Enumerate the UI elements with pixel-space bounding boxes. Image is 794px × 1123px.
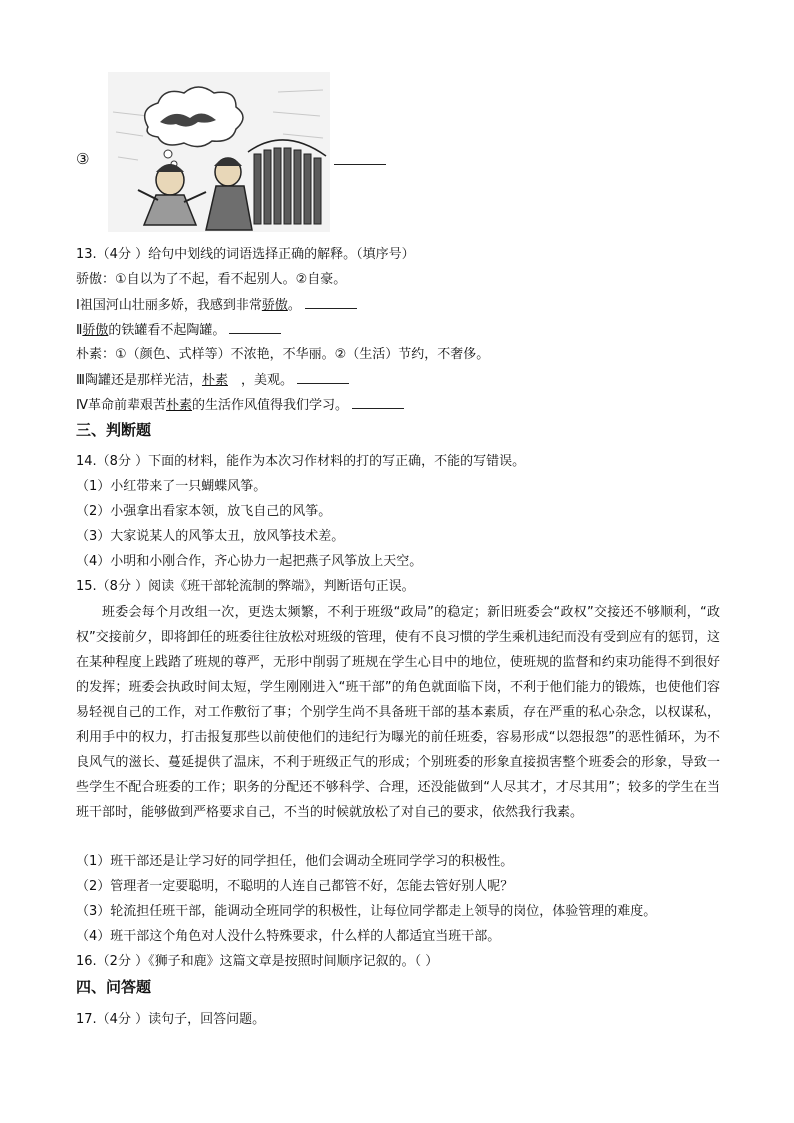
q16-header: 16.（2分 ）《狮子和鹿》这篇文章是按照时间顺序记叙的。（ ） bbox=[76, 954, 439, 969]
q14-item-3: （3）大家说某人的风筝太丑，放风筝技术差。 bbox=[76, 529, 345, 544]
q13-sentence-3 bbox=[76, 371, 349, 390]
q13-sentence-4 bbox=[76, 396, 404, 415]
q15-item-2: （2）管理者一定要聪明，不聪明的人连自己都管不好，怎能去管好别人呢？ bbox=[76, 879, 514, 894]
q13-definition-2: 朴素：①（颜色、式样等）不浓艳，不华丽。②（生活）节约，不奢侈。 bbox=[76, 347, 490, 362]
underlined-word: 朴素 bbox=[201, 373, 228, 388]
q13-definition-1: 骄傲：①自以为了不起，看不起别人。②自豪。 bbox=[76, 272, 347, 287]
sentence-text: Ⅲ陶罐还是那样光洁， bbox=[76, 373, 202, 388]
item-marker: ③ bbox=[76, 150, 90, 168]
sentence-text: Ⅱ bbox=[76, 323, 83, 338]
q15-item-3: （3）轮流担任班干部，能调动全班同学的积极性，让每位同学都走上领导的岗位，体验管理的难度。 bbox=[76, 904, 657, 919]
answer-blank[interactable] bbox=[229, 321, 281, 334]
sentence-text: Ⅳ革命前辈艰苦 bbox=[76, 398, 166, 413]
q15-passage: 班委会每个月改组一次，更迭太频繁，不利于班级“政局”的稳定；新旧班委会“政权”交接还不够顺利，“政权”交接前夕，即将卸任的班委往往放松对班级的管理，使有不良习惯的学生乘机违纪而没有受到应有的惩罚，这在某种程度上践踏了班规的尊严，无形中削弱了班规在学生心目中的地位，使班规的监督和约束功能得不到很好的发挥；班委会执政时间太短，学生刚刚进入“班干部”的角色就面临下岗，不利于他们能力的锻炼，也使他们容易轻视自己的工作，对工作敷衍了事；个别学生尚不具备班干部的基本素质，存在严重的私心杂念，以权谋私，利用手中的权力，打击报复那些以前使他们的违纪行为曝光的前任班委，容易形成“以怨报怨”的恶性循环，为不良风气的滋长、蔓延提供了温床，不利于班级正气的形成；个别班委的形象直接损害整个班委会的形象，导致一些学生不配合班委的工作；职务的分配还不够科学、合理，还没能做到“人尽其才，才尽其用”；较多的学生在当班干部时，能够做到严格要求自己，不当的时候就放松了对自己的要求，依然我行我素。 bbox=[76, 605, 720, 820]
answer-blank[interactable] bbox=[305, 296, 357, 309]
sentence-text: 的生活作风值得我们学习。 bbox=[192, 398, 349, 413]
q14-header: 14.（8分 ）下面的材料，能作为本次习作材料的打的写正确，不能的写错误。 bbox=[76, 454, 526, 469]
q13-sentence-1 bbox=[76, 296, 357, 315]
sentence-text: 的铁罐看不起陶罐。 bbox=[108, 323, 226, 338]
idiom-cartoon-image bbox=[108, 72, 330, 232]
underlined-word: 骄傲 bbox=[261, 298, 288, 313]
sentence-text: ，美观。 bbox=[227, 373, 293, 388]
section-heading-qa: 四、问答题 bbox=[76, 978, 152, 996]
q15-item-1: （1）班干部还是让学习好的同学担任，他们会调动全班同学学习的积极性。 bbox=[76, 854, 514, 869]
answer-blank[interactable] bbox=[352, 396, 404, 409]
idiom-illustration bbox=[108, 72, 330, 232]
underlined-word: 骄傲 bbox=[82, 323, 109, 338]
answer-blank[interactable] bbox=[334, 164, 386, 165]
q14-item-1: （1）小红带来了一只蝴蝶风筝。 bbox=[76, 479, 267, 494]
sentence-text: 。 bbox=[287, 298, 301, 313]
q13-sentence-2 bbox=[76, 321, 281, 340]
q14-item-2: （2）小强拿出看家本领，放飞自己的风筝。 bbox=[76, 504, 332, 519]
q17-header: 17.（4分 ）读句子，回答问题。 bbox=[76, 1012, 266, 1027]
answer-blank[interactable] bbox=[297, 371, 349, 384]
section-heading-judgement: 三、判断题 bbox=[76, 421, 152, 439]
underlined-word: 朴素 bbox=[166, 398, 193, 413]
q15-header: 15.（8分 ）阅读《班干部轮流制的弊端》，判断语句正误。 bbox=[76, 579, 415, 594]
sentence-text: Ⅰ祖国河山壮丽多娇，我感到非常 bbox=[76, 298, 262, 313]
q13-header: 13.（4分 ）给句中划线的词语选择正确的解释。（填序号） bbox=[76, 247, 415, 262]
q15-item-4: （4）班干部这个角色对人没什么特殊要求，什么样的人都适宜当班干部。 bbox=[76, 929, 501, 944]
q14-item-4: （4）小明和小刚合作，齐心协力一起把燕子风筝放上天空。 bbox=[76, 554, 423, 569]
